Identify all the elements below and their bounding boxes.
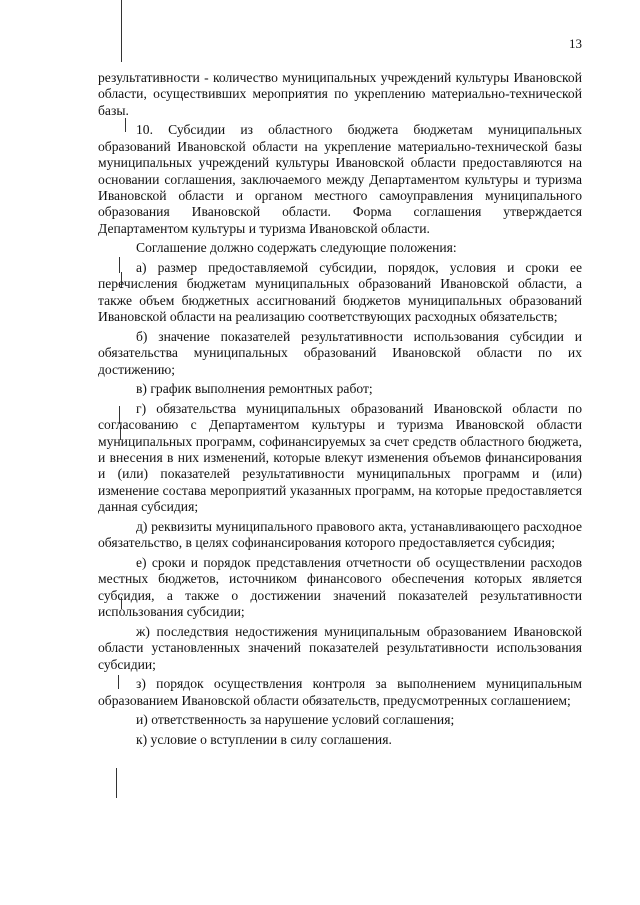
paragraph-k: к) условие о вступлении в силу соглашения. (136, 731, 392, 747)
paragraph-a: а) размер предоставляемой субсидии, порядок, условия и сроки ее перечисления бюджетам муниципальных образований Ивановской области, а также объем бюджетных ассигнований бюджетов муниципальных образований Ивановской области на реализацию соответствующих расходных обязательств; (98, 260, 582, 325)
paragraph-v: в) график выполнения ремонтных работ; (136, 381, 373, 397)
page-number: 13 (569, 36, 582, 51)
paragraph-d: д) реквизиты муниципального правового акта, устанавливающего расходное обязательство, в целях софинансирования которого предоставляется субсидия; (98, 518, 582, 551)
paragraph-e: е) сроки и порядок представления отчетности об осуществлении расходов местных бюджетов, источником финансового обеспечения которых является субсидия, а также о достижении значений показателей результативности использования субсидии; (98, 554, 582, 620)
scan-mark-8 (116, 768, 117, 798)
paragraph-b: б) значение показателей результативности использования субсидии и обязательства муниципальных образований Ивановской области по их достижению; (98, 328, 582, 377)
scan-mark-top (121, 0, 122, 62)
paragraph-g: г) обязательства муниципальных образований Ивановской области по согласованию с Департаментом культуры и туризма Ивановской области муниципальных программ, софинансируемых за счет средств областного бюджета, и внесения в них изменений, которые влекут изменения объемов финансирования и (или) показателей результативности муниципальных программ и (или) изменение состава мероприятий указанных программ, на которые предоставляется данная субсидия; (98, 400, 582, 515)
paragraph-continuation: результативности - количество муниципальных учреждений культуры Ивановской области, осуществивших мероприятия по укреплению материально-технической базы. (98, 70, 582, 118)
paragraph-i: и) ответственность за нарушение условий соглашения; (136, 712, 455, 728)
paragraph-z: з) порядок осуществления контроля за выполнением муниципальным образованием Ивановской области обязательств, предусмотренных соглашением; (98, 676, 582, 708)
paragraph-agreement-intro: Соглашение должно содержать следующие положения: (136, 240, 457, 256)
paragraph-zh: ж) последствия недостижения муниципальным образованием Ивановской области установленных значений показателей результативности использования субсидии; (98, 623, 582, 672)
paragraph-item-10: 10. Субсидии из областного бюджета бюджетам муниципальных образований Ивановской области на укрепление материально-технической базы муниципальных учреждений культуры Ивановской области предоставляются на основании соглашения, заключаемого между Департаментом культуры и туризма Ивановской области и органом местного самоуправления муниципального образования Ивановской области. Форма соглашения утверждается Департаментом культуры и туризма Ивановской области. (98, 122, 582, 236)
document-body (98, 70, 582, 751)
